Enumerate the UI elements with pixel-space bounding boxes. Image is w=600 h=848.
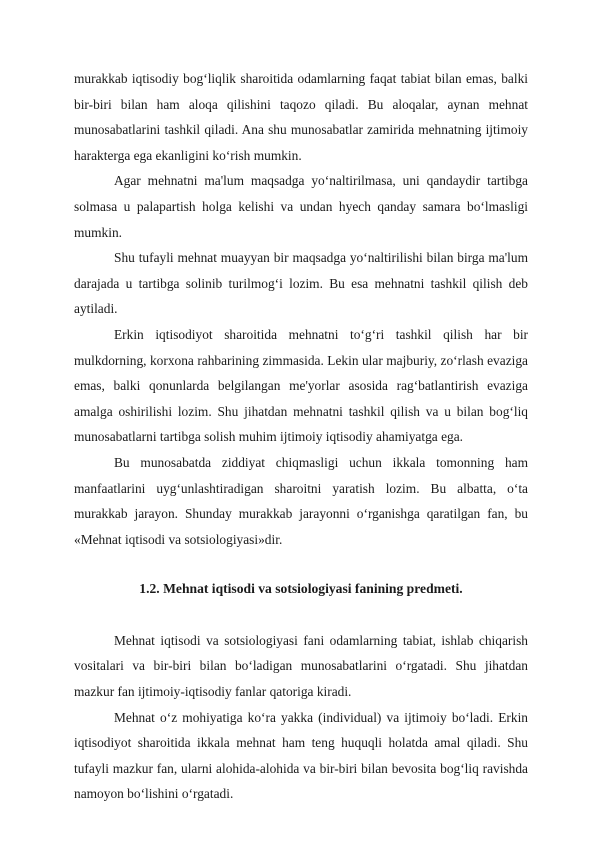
spacer [74,602,528,628]
paragraph: Bu munosabatda ziddiyat chiqmasligi uchun ikkala tomonning ham manfaatlarini uyg‘unlashtiradigan sharoitni yaratish lozim. Bu albatta, o‘ta murakkab jarayon. Shunday murakkab jarayonni o‘rganishga qaratilgan fan, bu «Mehnat iqtisodi va sotsiologiyasi»dir. [74,454,528,547]
paragraph: Mehnat iqtisodi va sotsiologiyasi fani odamlarning tabiat, ishlab chiqarish vositalari va bir-biri bilan bo‘ladigan munosabatlarini o‘rgatadi. Shu jihatdan mazkur fan ijtimoiy-iqtisodiy fanlar qatoriga kiradi. [74,632,528,700]
section-heading: 1.2. Mehnat iqtisodi va sotsiologiyasi fanining predmeti. [139,581,463,597]
paragraph: Erkin iqtisodiyot sharoitida mehnatni to‘g‘ri tashkil qilish har bir mulkdorning, korxona rahbarining zimmasida. Lekin ular majburiy, zo‘rlash evaziga emas, balki qonunlarda belgilangan me'yorlar asosida rag‘batlantirish evaziga amalga oshirilishi lozim. Shu jihatdan mehnatni tashkil qilish va u bilan bog‘liq munosabatlarni tartibga solish muhim ijtimoiy iqtisodiy ahamiyatga ega. [74,326,528,445]
paragraph-continuation: murakkab iqtisodiy bog‘liqlik sharoitida odamlarning faqat tabiat bilan emas, balki bir-biri bilan ham aloqa qilishini taqozo qiladi. Bu aloqalar, aynan mehnat munosabatlarini tashkil qiladi. Ana shu munosabatlar zamirida mehnatning ijtimoiy harakterga ega ekanligini ko‘rish mumkin. [74,71,528,163]
paragraph: Mehnat o‘z mohiyatiga ko‘ra yakka (individual) va ijtimoiy bo‘ladi. Erkin iqtisodiyot sharoitida ikkala mehnat ham teng huquqli holatda amal qiladi. Shu tufayli mazkur fan, ularni alohida-alohida va bir-biri bilan bevosita bog‘liq ravishda namoyon bo‘lishini o‘rgatadi. [74,709,528,802]
paragraph: Shu tufayli mehnat muayyan bir maqsadga yo‘naltirilishi bilan birga ma'lum darajada u tartibga solinib turilmog‘i lozim. Bu esa mehnatni tashkil qilish deb aytiladi. [74,250,528,317]
document-page [74,66,528,807]
paragraph: Agar mehnatni ma'lum maqsadga yo‘naltirilmasa, uni qandaydir tartibga solmasa u palapartish holga kelishi va undan hyech qanday samara bo‘lmasligi mumkin. [74,173,528,240]
spacer [74,552,528,576]
